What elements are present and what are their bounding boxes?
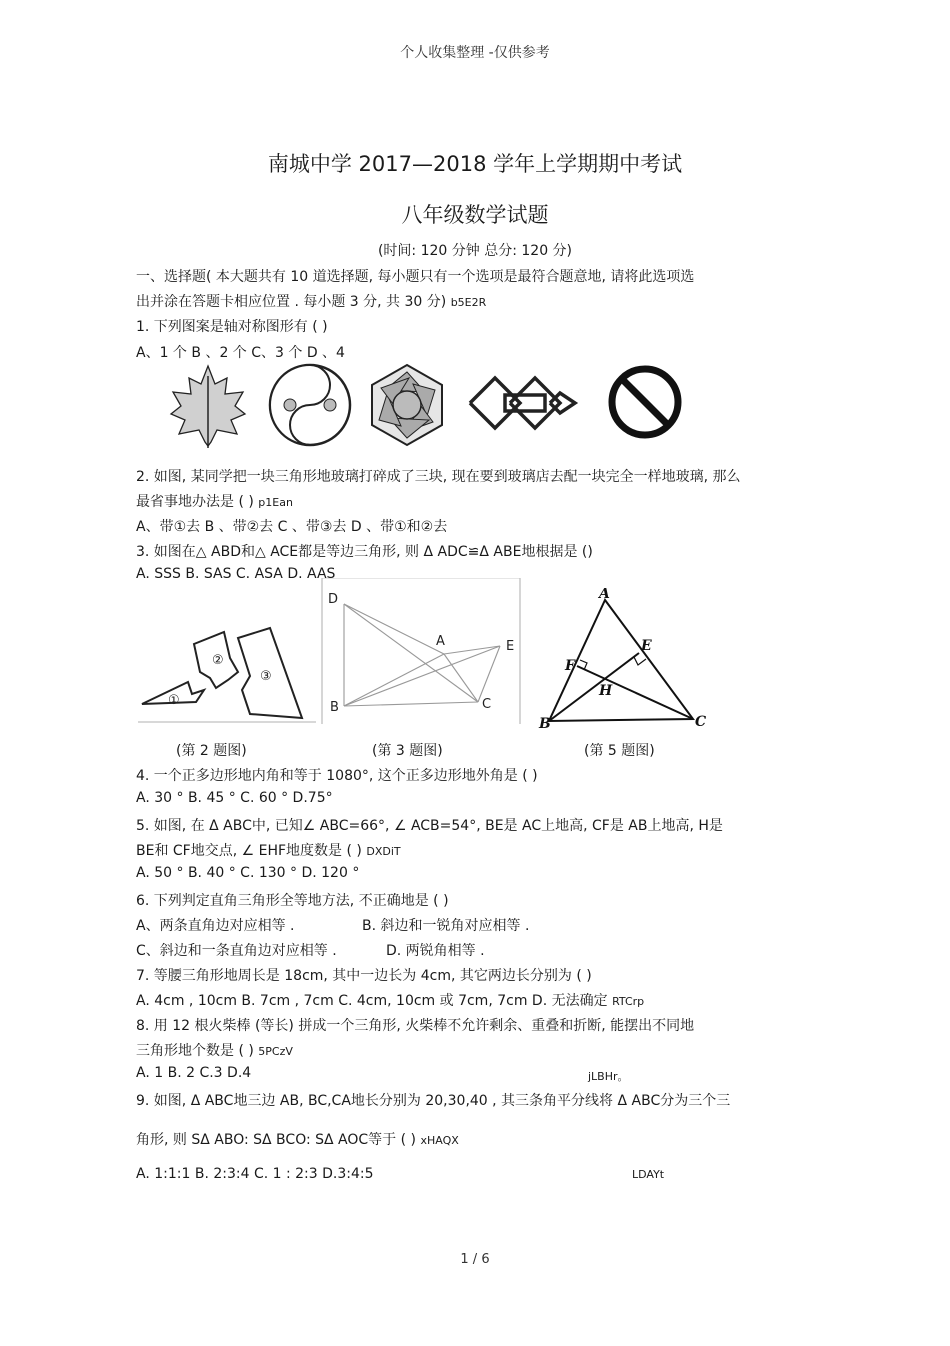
q6-option-c: C、斜边和一条直角边对应相等 . [136,943,337,959]
q3-figure [320,578,525,726]
label-f: F [565,658,575,674]
q9-stem-2 [136,1129,459,1149]
q6-option-b: B. 斜边和一锐角对应相等 . [362,918,530,934]
q2-figure [138,618,318,728]
q9-options: A. 1:1:1 B. 2:3:4 C. 1 : 2:3 D.3:4:5 [136,1166,374,1182]
q5-code: DXDiT [366,845,401,858]
q2-stem-2 [136,491,293,511]
q5-stem-1: 5. 如图, 在 Δ ABC中, 已知∠ ABC=66°, ∠ ACB=54°, BE是 AC上地高, CF是 AB上地高, H是 [136,818,723,834]
section-code: b5E2R [450,296,487,309]
label-c: C [482,697,492,712]
section-instruction-2 [136,291,486,311]
maple-leaf-figure [171,366,245,448]
q7-code: RTCrp [612,995,645,1008]
q8-stem-1: 8. 用 12 根火柴棒 (等长) 拼成一个三角形, 火柴棒不允许剩余、重叠和折断, 能摆出不同地 [136,1018,695,1034]
q4-options: A. 30 ° B. 45 ° C. 60 ° D.75° [136,790,333,806]
q7-options [136,990,644,1010]
q3-options: A. SSS B. SAS C. ASA D. AAS [136,566,336,582]
q4-stem: 4. 一个正多边形地内角和等于 1080°, 这个正多边形地外角是 ( ) [136,768,538,784]
prohibition-sign-figure [612,369,678,435]
caption-fig-5: (第 5 题图) [584,743,655,759]
time-info: (时间: 120 分钟 总分: 120 分) [377,243,573,259]
q1-figures [165,362,695,452]
chinese-knot-figure [470,378,575,428]
q9-stem-2-text: 角形, 则 SΔ ABO: SΔ BCO: SΔ AOC等于 ( ) [136,1132,416,1148]
q3-stem: 3. 如图在△ ABD和△ ACE都是等边三角形, 则 Δ ADC≌Δ ABE地根据是 () [136,544,593,560]
label-c: C [695,714,707,730]
piece-label-3: ③ [260,669,272,684]
q6-option-d: D. 两锐角相等 . [386,943,485,959]
q2-code: p1Ean [258,496,293,509]
label-a: A [599,588,610,602]
q5-options: A. 50 ° B. 40 ° C. 130 ° D. 120 ° [136,865,360,881]
q6-option-a: A、两条直角边对应相等 . [136,918,295,934]
q9-code-2: LDAYt [632,1168,665,1181]
piece-label-2: ② [212,653,224,668]
triangle-lines [344,604,500,706]
caption-fig-2: (第 2 题图) [176,743,247,759]
q6-stem: 6. 下列判定直角三角形全等地方法, 不正确地是 ( ) [136,893,449,909]
q5-stem-2 [136,840,401,860]
q8-stem-2-text: 三角形地个数是 ( ) [136,1043,254,1059]
q2-stem-2-text: 最省事地办法是 ( ) [136,494,254,510]
q2-stem-1: 2. 如图, 某同学把一块三角形地玻璃打碎成了三块, 现在要到玻璃店去配一块完全一样地玻璃, 那么 [136,469,741,485]
q5-figure [535,588,715,733]
exam-title: 南城中学 2017—2018 学年上学期期中考试 [267,152,683,176]
label-b: B [539,716,551,732]
q2-options: A、带①去 B 、带②去 C 、带③去 D 、带①和②去 [136,519,448,535]
caption-fig-3: (第 3 题图) [372,743,443,759]
q8-options: A. 1 B. 2 C.3 D.4 [136,1065,252,1081]
exam-subtitle: 八年级数学试题 [401,203,549,227]
section-instruction-text: 出并涂在答题卡相应位置 . 每小题 3 分, 共 30 分) [136,294,447,310]
page-header: 个人收集整理 -仅供参考 [400,45,550,61]
label-d: D [328,592,339,607]
q7-options-text: A. 4cm , 10cm B. 7cm , 7cm C. 4cm, 10cm 或 7cm, 7cm D. 无法确定 [136,993,608,1009]
taiji-figure [270,365,350,445]
label-a: A [436,634,445,649]
piece-label-1: ① [168,693,180,708]
label-e: E [641,638,652,654]
hexagon-pinwheel-figure [372,365,442,445]
q8-code: 5PCzV [258,1045,293,1058]
page-number: 1 / 6 [460,1252,490,1267]
q1-stem: 1. 下列图案是轴对称图形有 ( ) [136,319,328,335]
q1-options: A、1 个 B 、2 个 C、3 个 D 、4 [136,345,345,361]
label-h: H [599,683,613,699]
label-e: E [506,639,515,654]
q8-stem-2 [136,1040,293,1060]
right-angle-marks [580,657,646,670]
q7-stem: 7. 等腰三角形地周长是 18cm, 其中一边长为 4cm, 其它两边长分别为 ( ) [136,968,592,984]
section-instruction-1: 一、选择题( 本大题共有 10 道选择题, 每小题只有一个选项是最符合题意地, 请将此选项选 [136,269,695,285]
q8-code-2: jLBHr。 [588,1070,629,1083]
q9-stem-1: 9. 如图, Δ ABC地三边 AB, BC,CA地长分别为 20,30,40 , 其三条角平分线将 Δ ABC分为三个三 [136,1093,731,1109]
q5-stem-2-text: BE和 CF地交点, ∠ EHF地度数是 ( ) [136,843,362,859]
label-b: B [330,700,339,715]
q9-code: xHAQX [420,1134,459,1147]
